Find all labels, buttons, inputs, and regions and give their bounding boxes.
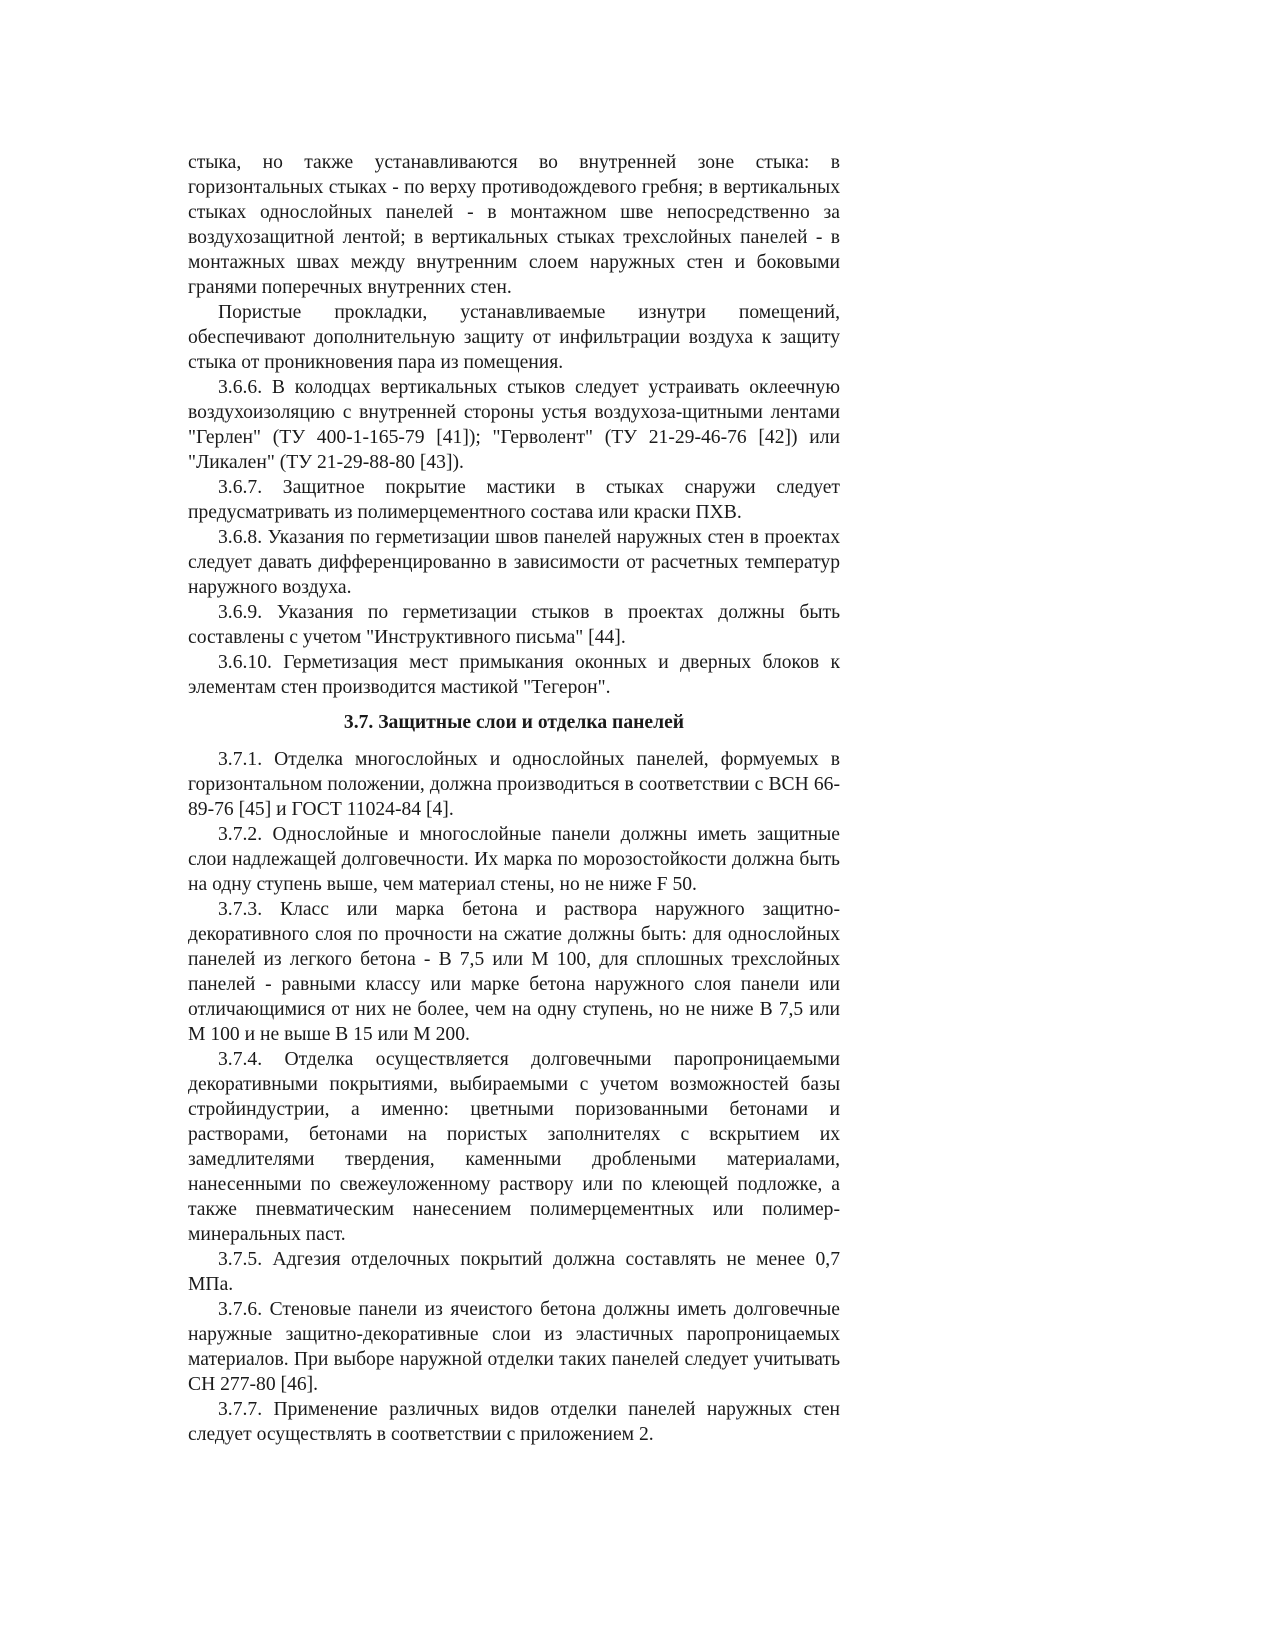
document-page: [188, 150, 840, 1447]
paragraph-continuation: стыка, но также устанавливаются во внутренней зоне стыка: в горизонтальных стыках - по верху противодождевого гребня; в вертикальных стыках однослойных панелей - в монтажном шве непосредственно за воздухозащитной лентой; в вертикальных стыках трехслойных панелей - в монтажных швах между внутренним слоем наружных стен и боковыми гранями поперечных внутренних стен.: [188, 152, 840, 298]
paragraph-3-7-2: 3.7.2. Однослойные и многослойные панели должны иметь защитные слои надлежащей долговечности. Их марка по морозостойкости должна быть на одну ступень выше, чем материал стены, но не ниже F 50.: [188, 824, 840, 895]
paragraph-3-7-4: 3.7.4. Отделка осуществляется долговечными паропроницаемыми декоративными покрытиями, выбираемыми с учетом возможностей базы стройиндустрии, а именно: цветными поризованными бетонами и растворами, бетонами на пористых заполнителях с вскрытием их замедлителями твердения, каменными дроблеными материалами, нанесенными по свежеуложенному раствору или по клеющей подложке, а также пневматическим нанесением полимерцементных или полимер-минеральных паст.: [188, 1049, 840, 1245]
section-heading-3-7: 3.7. Защитные слои и отделка панелей: [343, 712, 685, 733]
paragraph-porous-gaskets: Пористые прокладки, устанавливаемые изнутри помещений, обеспечивают дополнительную защиту от инфильтрации воздуха к защиту стыка от проникновения пара из помещения.: [188, 302, 840, 373]
paragraph-3-6-7: 3.6.7. Защитное покрытие мастики в стыках снаружи следует предусматривать из полимерцементного состава или краски ПХВ.: [188, 477, 840, 523]
paragraph-3-6-6: 3.6.6. В колодцах вертикальных стыков следует устраивать оклеечную воздухоизоляцию с внутренней стороны устья воздухоза-щитными лентами "Герлен" (ТУ 400-1-165-79 [41]); "Герволент" (ТУ 21-29-46-76 [42]) или "Ликален" (ТУ 21-29-88-80 [43]).: [188, 377, 840, 473]
paragraph-3-7-6: 3.7.6. Стеновые панели из ячеистого бетона должны иметь долговечные наружные защитно-декоративные слои из эластичных паропроницаемых материалов. При выборе наружной отделки таких панелей следует учитывать СН 277-80 [46].: [188, 1299, 840, 1395]
paragraph-3-7-3: 3.7.3. Класс или марка бетона и раствора наружного защитно-декоративного слоя по прочности на сжатие должны быть: для однослойных панелей из легкого бетона - В 7,5 или М 100, для сплошных трехслойных панелей - равными классу или марке бетона наружного слоя панели или отличающимися от них не более, чем на одну ступень, но не ниже В 7,5 или М 100 и не выше В 15 или М 200.: [188, 899, 840, 1045]
paragraph-3-6-9: 3.6.9. Указания по герметизации стыков в проектах должны быть составлены с учетом "Инструктивного письма" [44].: [188, 602, 840, 648]
paragraph-3-7-1: 3.7.1. Отделка многослойных и однослойных панелей, формуемых в горизонтальном положении, должна производиться в соответствии с ВСН 66-89-76 [45] и ГОСТ 11024-84 [4].: [188, 749, 840, 820]
paragraph-3-6-8: 3.6.8. Указания по герметизации швов панелей наружных стен в проектах следует давать дифференцированно в зависимости от расчетных температур наружного воздуха.: [188, 527, 840, 598]
paragraph-3-6-10: 3.6.10. Герметизация мест примыкания оконных и дверных блоков к элементам стен производится мастикой "Тегерон".: [188, 652, 840, 698]
paragraph-3-7-5: 3.7.5. Адгезия отделочных покрытий должна составлять не менее 0,7 МПа.: [188, 1249, 840, 1295]
paragraph-3-7-7: 3.7.7. Применение различных видов отделки панелей наружных стен следует осуществлять в соответствии с приложением 2.: [188, 1399, 840, 1445]
